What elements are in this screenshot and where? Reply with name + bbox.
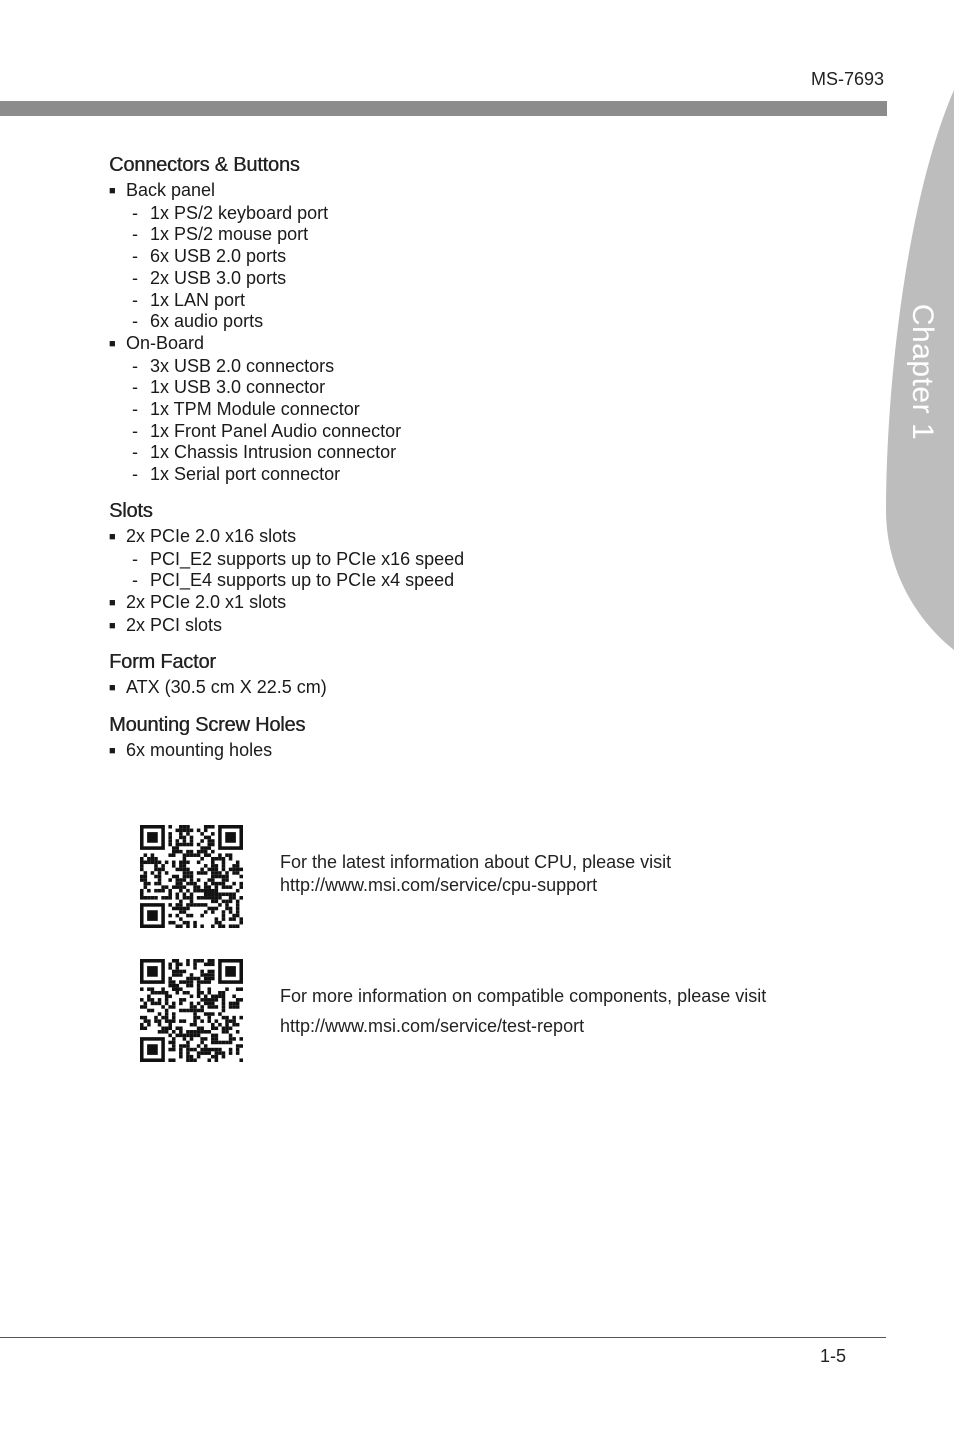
list-item: ■ 2x PCIe 2.0 x1 slots bbox=[109, 592, 809, 615]
section-title: Form Factor bbox=[109, 651, 216, 674]
chapter-tab-label: Chapter 1 bbox=[906, 303, 939, 441]
section-connectors bbox=[109, 150, 809, 486]
list-item: ■ 6x mounting holes bbox=[109, 740, 809, 763]
list-item: - 6x USB 2.0 ports bbox=[109, 246, 809, 268]
list-item: - PCI_E4 supports up to PCIe x4 speed bbox=[109, 570, 809, 592]
list-item: ■ ATX (30.5 cm X 22.5 cm) bbox=[109, 677, 809, 700]
section-mounting-holes bbox=[109, 710, 809, 763]
model-number: MS-7693 bbox=[810, 69, 884, 89]
list-item: - 1x LAN port bbox=[109, 290, 809, 312]
section-title: Connectors & Buttons bbox=[109, 154, 300, 176]
list-item: ■ 2x PCI slots bbox=[109, 615, 809, 638]
list-item: - PCI_E2 supports up to PCIe x16 speed bbox=[109, 549, 809, 571]
spec-content bbox=[109, 150, 809, 773]
list-item: - 3x USB 2.0 connectors bbox=[109, 356, 809, 378]
list-item: - 1x PS/2 keyboard port bbox=[109, 203, 809, 225]
info-text: For more information on compatible components, please visit bbox=[280, 986, 767, 1006]
cpu-support-info bbox=[280, 852, 671, 896]
section-slots bbox=[109, 496, 809, 638]
qr-code-icon bbox=[140, 959, 243, 1062]
page-number: 1-5 bbox=[819, 1346, 846, 1366]
info-text: For the latest information about CPU, please visit bbox=[280, 852, 672, 872]
test-report-info bbox=[280, 986, 766, 1037]
list-item: - 2x USB 3.0 ports bbox=[109, 268, 809, 290]
info-link[interactable]: http://www.msi.com/service/test-report bbox=[280, 1016, 585, 1036]
list-item: ■ On-Board bbox=[109, 333, 809, 356]
list-item: - 1x Front Panel Audio connector bbox=[109, 421, 809, 443]
list-item: ■ Back panel bbox=[109, 180, 809, 203]
list-item: - 1x PS/2 mouse port bbox=[109, 224, 809, 246]
list-item: - 1x Serial port connector bbox=[109, 464, 809, 486]
list-item: - 1x TPM Module connector bbox=[109, 399, 809, 421]
qr-code-icon bbox=[140, 825, 243, 928]
header-bar bbox=[0, 101, 887, 116]
footer-rule bbox=[0, 1337, 886, 1338]
section-form-factor bbox=[109, 647, 809, 700]
section-title: Mounting Screw Holes bbox=[109, 714, 306, 737]
section-title: Slots bbox=[109, 499, 153, 522]
list-item: ■ 2x PCIe 2.0 x16 slots bbox=[109, 526, 809, 549]
list-item: - 1x Chassis Intrusion connector bbox=[109, 442, 809, 464]
list-item: - 1x USB 3.0 connector bbox=[109, 377, 809, 399]
list-item: - 6x audio ports bbox=[109, 311, 809, 333]
info-link[interactable]: http://www.msi.com/service/cpu-support bbox=[280, 875, 598, 895]
